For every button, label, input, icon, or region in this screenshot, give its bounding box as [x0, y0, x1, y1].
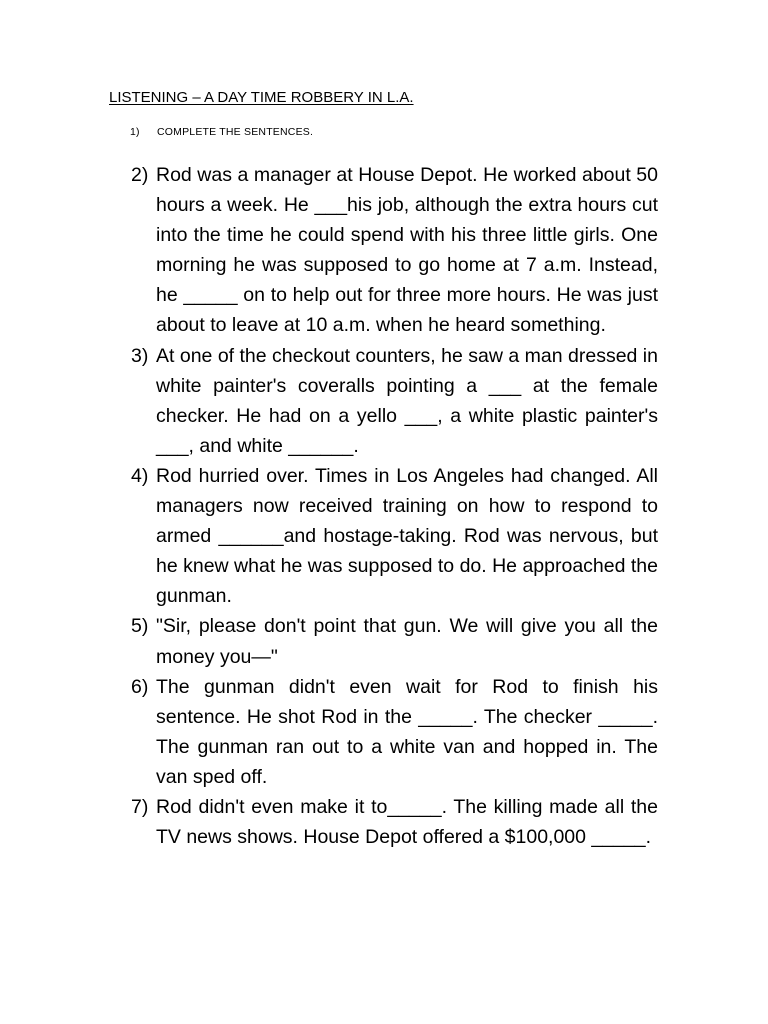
- sentence-text: Rod was a manager at House Depot. He worked about 50 hours a week. He ___his job, although the extra hours cut into the time he could spend with his three little girls. One morning he was supposed to go home at 7 a.m. Instead, he _____ on to help out for three more hours. He was just about to leave at 10 a.m. when he heard something.: [156, 164, 658, 337]
- sentence-number: 4): [131, 464, 149, 487]
- sentence-text: "Sir, please don't point that gun. We will give you all the money you—": [156, 615, 658, 668]
- instruction-number: 1): [130, 126, 140, 138]
- sentence-item-7: [131, 792, 658, 852]
- document-title: LISTENING – A DAY TIME ROBBERY IN L.A.: [109, 89, 414, 106]
- sentence-list: [131, 160, 658, 852]
- sentence-item-2: [131, 160, 658, 341]
- sentence-item-4: [131, 461, 658, 611]
- sentence-number: 3): [131, 344, 149, 367]
- sentence-text: Rod didn't even make it to_____. The killing made all the TV news shows. House Depot offered a $100,000 _____.: [156, 795, 658, 849]
- sentence-item-3: [131, 341, 658, 461]
- sentence-number: 2): [131, 164, 149, 186]
- sentence-text: At one of the checkout counters, he saw a man dressed in white painter's coveralls pointing a ___ at the female checker. He had on a yello ___, a white plastic painter's ___, and white ______.: [156, 344, 658, 457]
- instruction-line: [130, 125, 313, 139]
- sentence-number: 5): [131, 615, 149, 638]
- sentence-number: 7): [131, 795, 149, 818]
- sentence-item-5: [131, 611, 658, 671]
- sentence-item-6: [131, 672, 658, 792]
- sentence-text: Rod hurried over. Times in Los Angeles had changed. All managers now received training on how to respond to armed ______and hostage-taking. Rod was nervous, but he knew what he was supposed to do. He approached the gunman.: [156, 464, 658, 608]
- sentence-number: 6): [131, 675, 149, 698]
- instruction-text: COMPLETE THE SENTENCES.: [157, 126, 314, 138]
- sentence-text: The gunman didn't even wait for Rod to finish his sentence. He shot Rod in the _____. The checker _____. The gunman ran out to a white van and hopped in. The van sped off.: [156, 675, 658, 788]
